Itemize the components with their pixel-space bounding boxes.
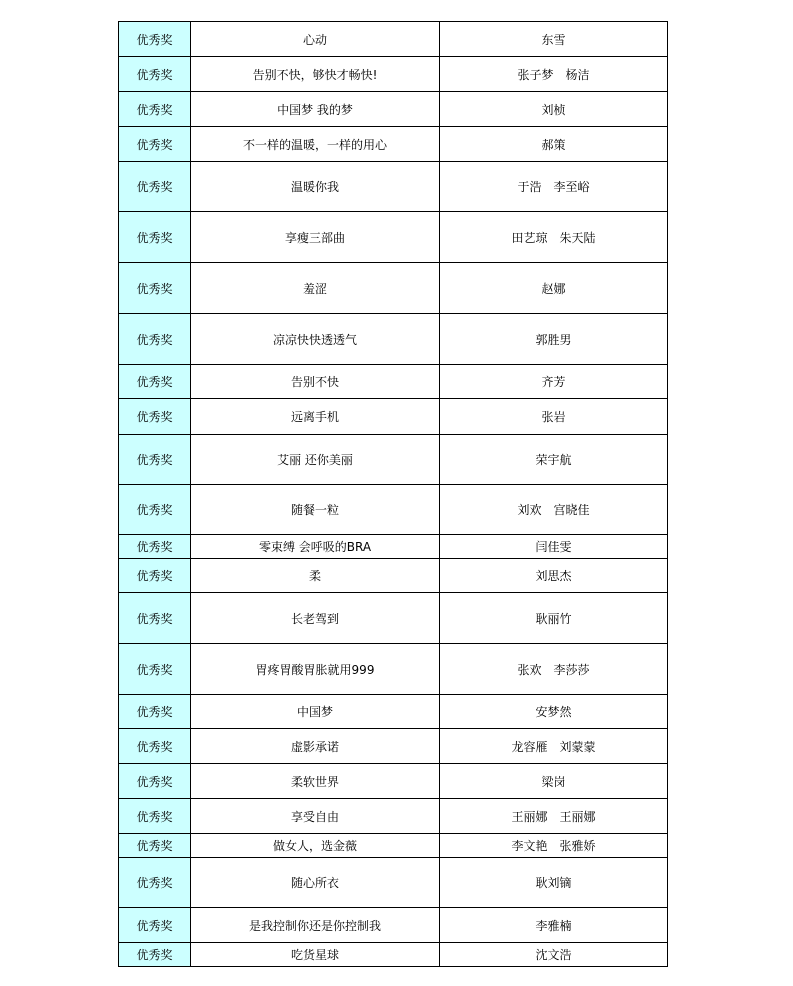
- table-row: [119, 162, 668, 212]
- award-cell: 优秀奖: [119, 858, 191, 908]
- award-cell: 优秀奖: [119, 485, 191, 535]
- table-row: [119, 212, 668, 263]
- author-cell: 龙容雁 刘蒙蒙: [440, 729, 668, 764]
- award-cell: 优秀奖: [119, 644, 191, 695]
- author-cell: 张欢 李莎莎: [440, 644, 668, 695]
- title-cell: 温暖你我: [191, 162, 440, 212]
- table-row: [119, 263, 668, 314]
- author-cell: 齐芳: [440, 365, 668, 399]
- title-cell: 不一样的温暖，一样的用心: [191, 127, 440, 162]
- award-cell: 优秀奖: [119, 127, 191, 162]
- author-cell: 田艺琼 朱天陆: [440, 212, 668, 263]
- table-row: [119, 764, 668, 799]
- title-cell: 享受自由: [191, 799, 440, 834]
- author-cell: 耿刘镝: [440, 858, 668, 908]
- title-cell: 随餐一粒: [191, 485, 440, 535]
- award-cell: 优秀奖: [119, 559, 191, 593]
- author-cell: 安梦然: [440, 695, 668, 729]
- award-cell: 优秀奖: [119, 212, 191, 263]
- award-cell: 优秀奖: [119, 92, 191, 127]
- award-cell: 优秀奖: [119, 764, 191, 799]
- author-cell: 闫佳雯: [440, 535, 668, 559]
- title-cell: 是我控制你还是你控制我: [191, 908, 440, 943]
- title-cell: 心动: [191, 22, 440, 57]
- author-cell: 刘桢: [440, 92, 668, 127]
- author-cell: 耿丽竹: [440, 593, 668, 644]
- author-cell: 梁岗: [440, 764, 668, 799]
- award-cell: 优秀奖: [119, 799, 191, 834]
- title-cell: 长老驾到: [191, 593, 440, 644]
- awards-table: [118, 21, 668, 967]
- table-row: [119, 644, 668, 695]
- award-cell: 优秀奖: [119, 908, 191, 943]
- author-cell: 李文艳 张雅娇: [440, 834, 668, 858]
- table-row: [119, 593, 668, 644]
- author-cell: 刘欢 宫晓佳: [440, 485, 668, 535]
- title-cell: 告别不快: [191, 365, 440, 399]
- title-cell: 做女人，选金薇: [191, 834, 440, 858]
- title-cell: 胃疼胃酸胃胀就用999: [191, 644, 440, 695]
- author-cell: 李雅楠: [440, 908, 668, 943]
- author-cell: 郭胜男: [440, 314, 668, 365]
- title-cell: 享瘦三部曲: [191, 212, 440, 263]
- table-row: [119, 314, 668, 365]
- title-cell: 羞涩: [191, 263, 440, 314]
- author-cell: 赵娜: [440, 263, 668, 314]
- title-cell: 凉凉快快透透气: [191, 314, 440, 365]
- table-row: [119, 559, 668, 593]
- award-cell: 优秀奖: [119, 57, 191, 92]
- title-cell: 柔软世界: [191, 764, 440, 799]
- award-cell: 优秀奖: [119, 162, 191, 212]
- table-row: [119, 485, 668, 535]
- title-cell: 中国梦 我的梦: [191, 92, 440, 127]
- award-cell: 优秀奖: [119, 22, 191, 57]
- table-row: [119, 127, 668, 162]
- title-cell: 艾丽 还你美丽: [191, 435, 440, 485]
- author-cell: 东雪: [440, 22, 668, 57]
- author-cell: 张子梦 杨洁: [440, 57, 668, 92]
- table-row: [119, 695, 668, 729]
- table-row: [119, 92, 668, 127]
- title-cell: 吃货星球: [191, 943, 440, 967]
- author-cell: 荣宇航: [440, 435, 668, 485]
- award-cell: 优秀奖: [119, 729, 191, 764]
- table-row: [119, 435, 668, 485]
- title-cell: 柔: [191, 559, 440, 593]
- table-row: [119, 399, 668, 435]
- author-cell: 于浩 李至峪: [440, 162, 668, 212]
- award-cell: 优秀奖: [119, 695, 191, 729]
- table-row: [119, 365, 668, 399]
- table-row: [119, 908, 668, 943]
- award-cell: 优秀奖: [119, 593, 191, 644]
- award-cell: 优秀奖: [119, 943, 191, 967]
- table-row: [119, 22, 668, 57]
- award-cell: 优秀奖: [119, 399, 191, 435]
- author-cell: 沈文浩: [440, 943, 668, 967]
- table-row: [119, 943, 668, 967]
- award-cell: 优秀奖: [119, 365, 191, 399]
- title-cell: 零束缚 会呼吸的BRA: [191, 535, 440, 559]
- table-row: [119, 834, 668, 858]
- author-cell: 郝策: [440, 127, 668, 162]
- title-cell: 告别不快，够快才畅快!: [191, 57, 440, 92]
- award-cell: 优秀奖: [119, 314, 191, 365]
- table-row: [119, 799, 668, 834]
- award-cell: 优秀奖: [119, 263, 191, 314]
- author-cell: 张岩: [440, 399, 668, 435]
- title-cell: 虚影承诺: [191, 729, 440, 764]
- award-cell: 优秀奖: [119, 834, 191, 858]
- title-cell: 随心所衣: [191, 858, 440, 908]
- table-row: [119, 535, 668, 559]
- author-cell: 王丽娜 王丽娜: [440, 799, 668, 834]
- table-row: [119, 57, 668, 92]
- table-row: [119, 729, 668, 764]
- author-cell: 刘思杰: [440, 559, 668, 593]
- table-row: [119, 858, 668, 908]
- award-cell: 优秀奖: [119, 535, 191, 559]
- awards-table-body: [119, 22, 668, 967]
- title-cell: 远离手机: [191, 399, 440, 435]
- award-cell: 优秀奖: [119, 435, 191, 485]
- title-cell: 中国梦: [191, 695, 440, 729]
